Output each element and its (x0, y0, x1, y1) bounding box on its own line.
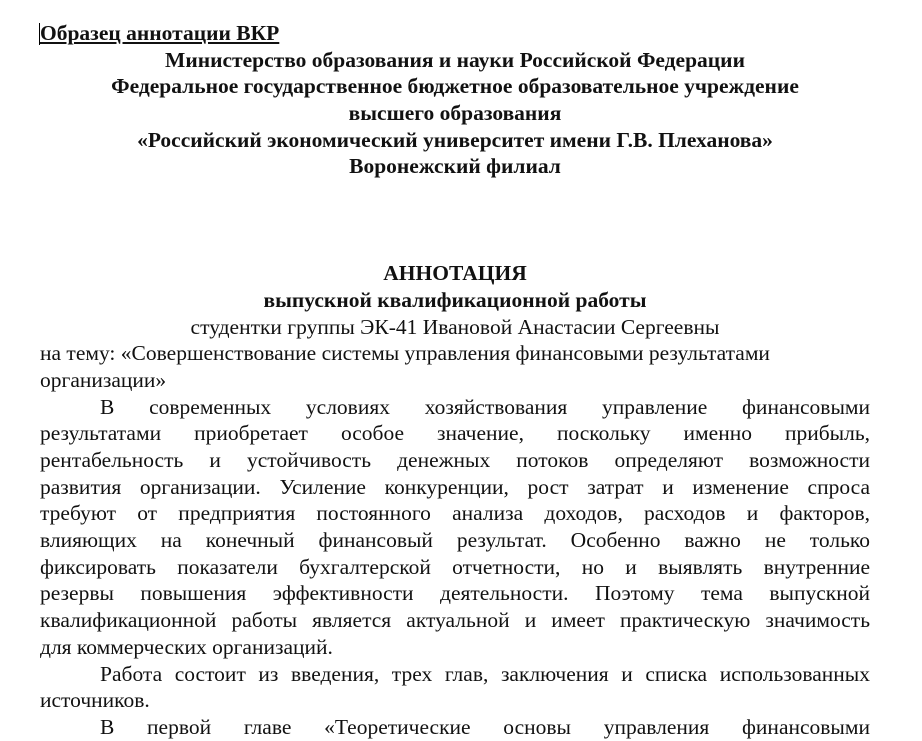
paragraph-chapter-one (40, 714, 870, 741)
blank-line (40, 207, 870, 234)
text-line: Работа состоит из введения, трех глав, заключения и списка использованных (100, 661, 870, 686)
header-education-level: высшего образования (348, 101, 562, 126)
text-line: В первой главе «Теоретические основы управления финансовыми (100, 714, 870, 739)
text-line: рентабельность и устойчивость денежных потоков определяют возможности (40, 448, 870, 472)
header-ministry: Министерство образования и науки Российской Федерации (165, 47, 745, 72)
document-title-text: Образец аннотации ВКР (40, 21, 280, 45)
header-institution-type: Федеральное государственное бюджетное образовательное учреждение (111, 74, 799, 99)
blank-line (40, 234, 870, 261)
text-cursor (39, 23, 40, 45)
text-line: резервы повышения эффективности деятельности. Поэтому тема выпускной (40, 581, 870, 606)
text-line: влияющих на конечный финансовый результат. Особенно важно не только (40, 528, 870, 553)
annotation-topic-line: организации» (40, 367, 167, 392)
annotation-heading: АННОТАЦИЯ (383, 261, 527, 286)
annotation-student: студентки группы ЭК-41 Ивановой Анастасии Сергеевны (190, 314, 720, 339)
header-branch: Воронежский филиал (349, 154, 561, 179)
annotation-subheading: выпускной квалификационной работы (263, 287, 647, 312)
document-title (40, 20, 870, 47)
text-line: В современных условиях хозяйствования управление финансовыми (100, 394, 870, 419)
text-line: фиксировать показатели бухгалтерской отчетности, но и выявлять внутренние (40, 554, 870, 579)
text-line: развития организации. Усиление конкуренции, рост затрат и изменение спроса (40, 474, 870, 499)
text-line: требуют от предприятия постоянного анализа доходов, расходов и факторов, (40, 501, 870, 526)
header-university: «Российский экономический университет имени Г.В. Плеханова» (137, 127, 773, 152)
annotation-topic-line: на тему: «Совершенствование системы управления финансовыми результатами (40, 341, 770, 366)
blank-line (40, 180, 870, 207)
text-line: для коммерческих организаций. (40, 634, 333, 659)
paragraph-relevance (40, 394, 870, 661)
document-page[interactable] (40, 20, 870, 741)
paragraph-structure (40, 661, 870, 714)
text-line: результатами приобретает особое значение, поскольку именно прибыль, (40, 421, 870, 446)
text-line: источников. (40, 688, 150, 713)
text-line: квалификационной работы является актуальной и имеет практическую значимость (40, 608, 870, 633)
